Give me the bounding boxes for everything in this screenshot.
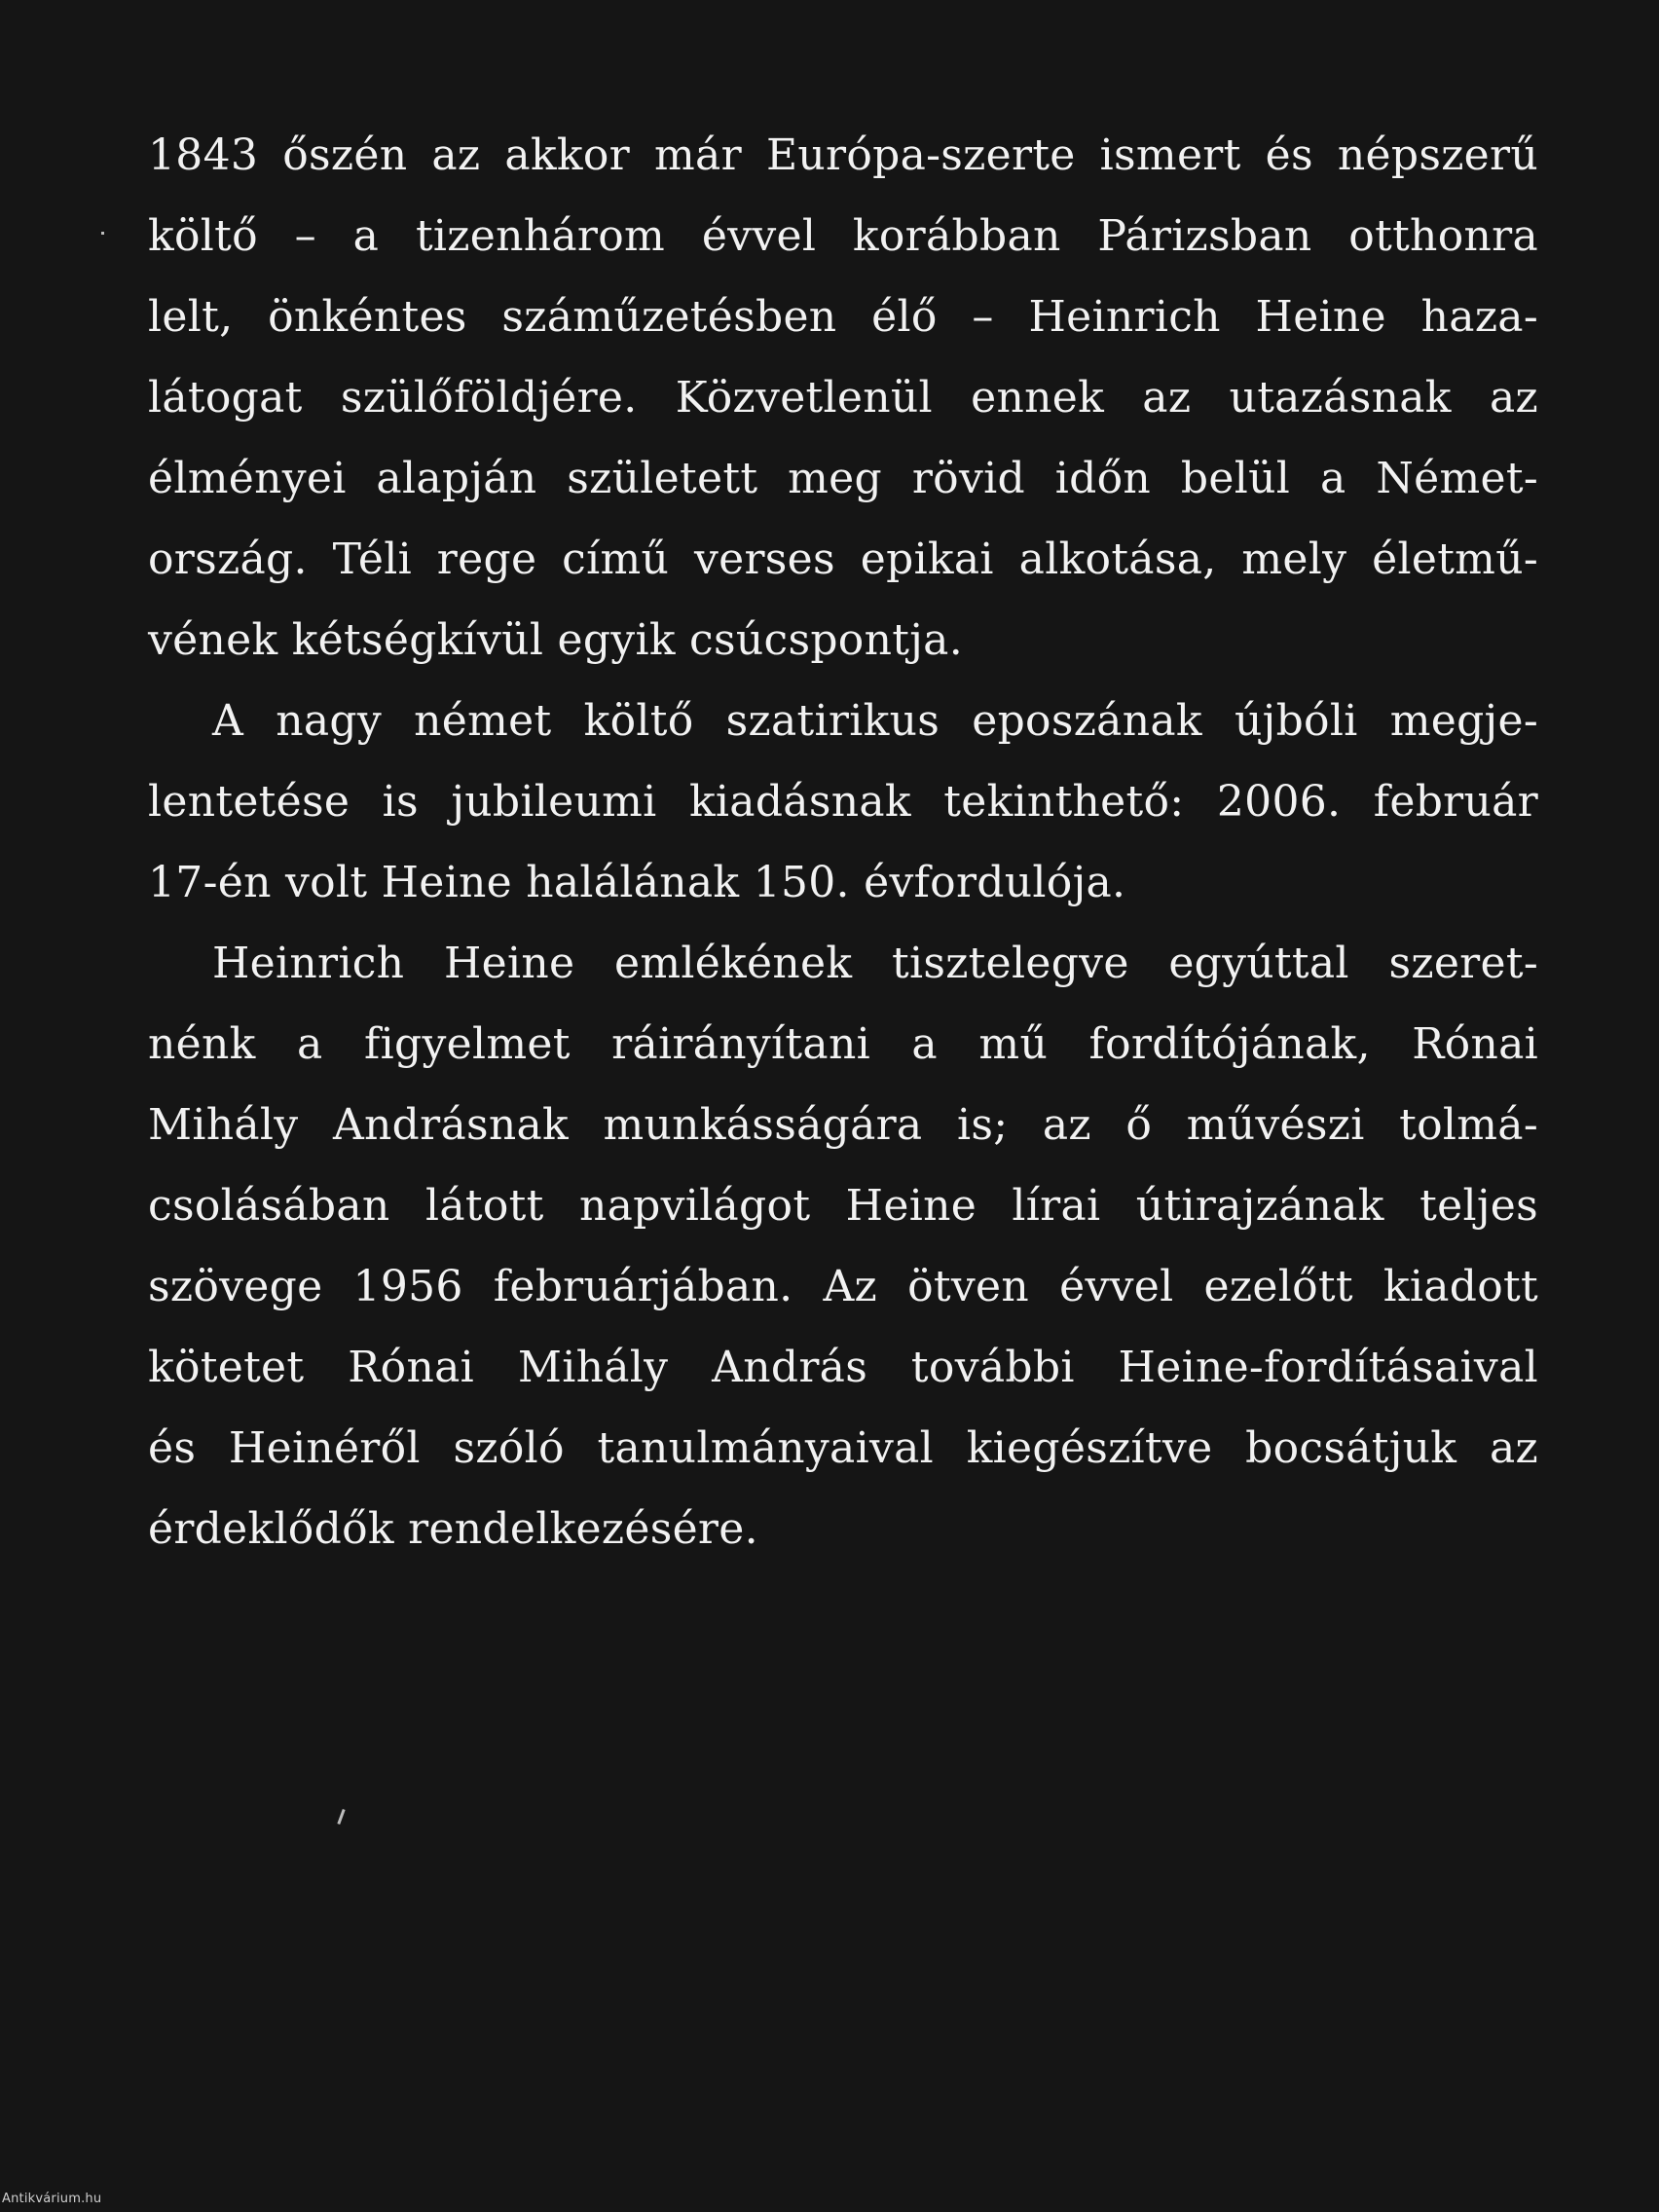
- text-line: érdeklődők rendelkezésére.: [148, 1504, 758, 1554]
- text-line: lentetése is jubileumi kiadásnak tekinthető: 2006. február: [148, 777, 1538, 827]
- text-line: látogat szülőföldjére. Közvetlenül ennek az utazásnak az: [148, 373, 1538, 423]
- text-line: ország. Téli rege című verses epikai alkotása, mely életmű-: [148, 535, 1538, 584]
- text-line: Mihály Andrásnak munkásságára is; az ő művészi tolmá-: [148, 1100, 1538, 1150]
- text-line: költő – a tizenhárom évvel korábban Párizsban otthonra: [148, 211, 1538, 261]
- paragraph-1: [148, 115, 1538, 681]
- text-line: 17-én volt Heine halálának 150. évfordulója.: [148, 858, 1126, 907]
- text-line: csolásában látott napvilágot Heine lírai útirajzának teljes: [148, 1181, 1538, 1231]
- scan-speck: [337, 1809, 345, 1825]
- text-line: szövege 1956 februárjában. Az ötven évvel ezelőtt kiadott: [148, 1262, 1538, 1311]
- text-line: élményei alapján született meg rövid időn belül a Német-: [148, 454, 1538, 503]
- blurb-text: [148, 115, 1538, 1569]
- text-line: 1843 őszén az akkor már Európa-szerte ismert és népszerű: [148, 130, 1538, 180]
- text-line: és Heinéről szóló tanulmányaival kiegészítve bocsátjuk az: [148, 1423, 1538, 1473]
- text-line: kötetet Rónai Mihály András további Heine-fordításaival: [148, 1343, 1538, 1392]
- text-line: A nagy német költő szatirikus eposzának újbóli megje-: [212, 696, 1538, 746]
- scan-speck: [101, 232, 104, 235]
- text-line: nénk a figyelmet ráirányítani a mű fordítójának, Rónai: [148, 1019, 1538, 1069]
- text-line: lelt, önkéntes száműzetésben élő – Heinrich Heine haza-: [148, 292, 1538, 342]
- watermark-text: Antikvárium.hu: [2, 2192, 102, 2206]
- text-line: vének kétségkívül egyik csúcspontja.: [148, 615, 963, 665]
- paragraph-3: [148, 923, 1538, 1569]
- paragraph-2: [148, 681, 1538, 923]
- text-line: Heinrich Heine emlékének tisztelegve egyúttal szeret-: [212, 939, 1538, 988]
